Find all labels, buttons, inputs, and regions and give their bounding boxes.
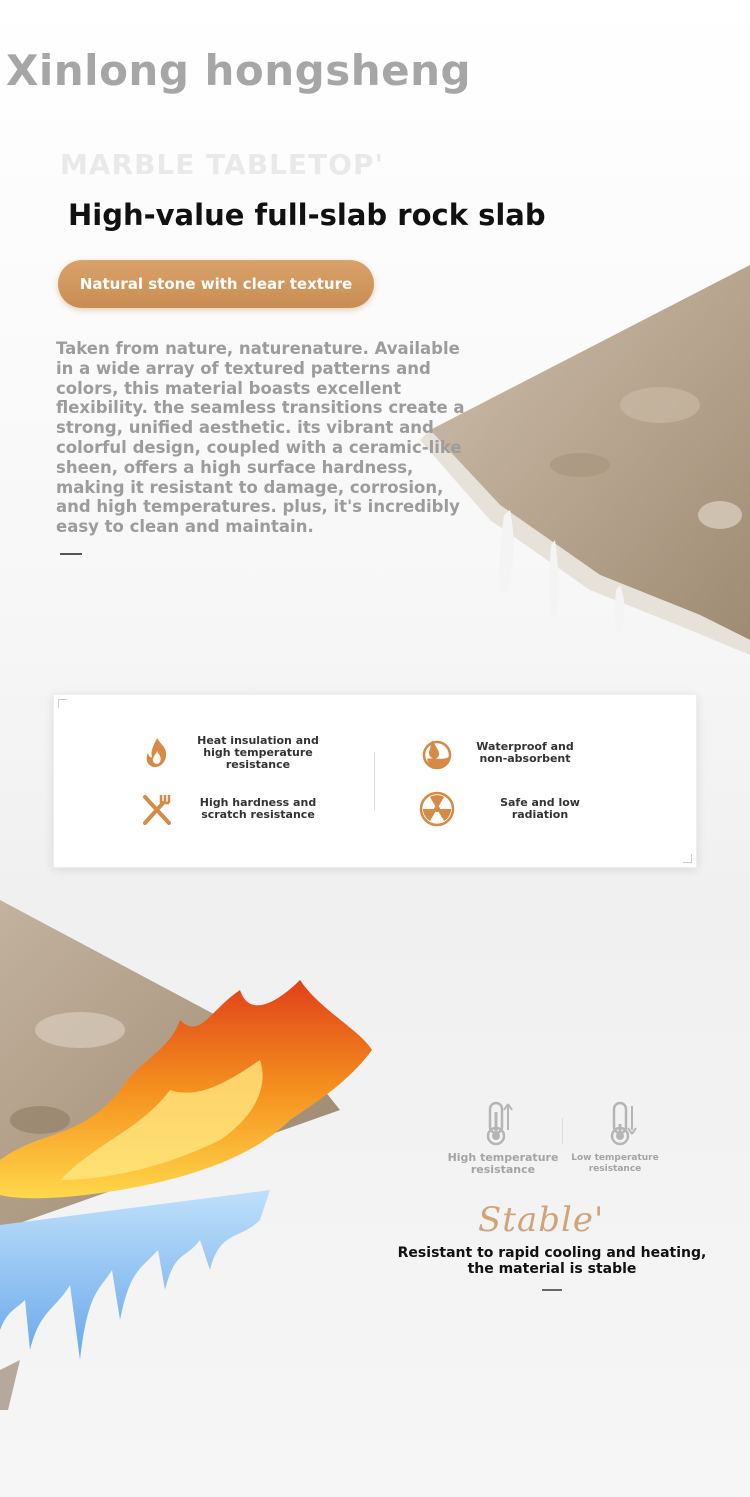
feature-heat — [138, 734, 326, 772]
water-drop-icon — [418, 734, 456, 772]
feature-heat-label: Heat insulation and high temperature resistance — [197, 734, 319, 771]
divider-dash — [60, 553, 82, 555]
high-temp-label: High temperature resistance — [447, 1151, 559, 1176]
description-paragraph: Taken from nature, naturenature. Available in a wide array of textured patterns and colors, this material boasts excellent flexibility. the seamless transitions create a strong, unified aesthetic. its vibrant and colorful design, coupled with a ceramic-like sheen, offers a high surface hardness, making it resistant to damage, corrosion, and high temperatures. plus, it's incredibly easy to clean and maintain. — [56, 339, 465, 537]
brand-title: Xinlong hongsheng — [6, 46, 472, 95]
feature-waterproof-label: Waterproof and non-absorbent — [476, 740, 574, 765]
feature-radiation — [418, 790, 610, 828]
feature-radiation-label: Safe and low radiation — [500, 796, 580, 821]
radiation-icon — [418, 790, 456, 828]
features-panel — [53, 694, 697, 868]
knife-fork-icon — [138, 790, 176, 828]
thermal-divider — [562, 1118, 563, 1144]
fire-ice-slab-image — [0, 890, 390, 1410]
stable-script-word: Stable' — [478, 1200, 605, 1240]
texture-pill-badge: Natural stone with clear texture — [58, 260, 374, 308]
bottom-divider-dash — [542, 1289, 562, 1291]
corner-mark — [683, 854, 692, 863]
features-divider — [374, 752, 375, 810]
flame-icon — [138, 734, 176, 772]
feature-waterproof — [418, 734, 580, 772]
feature-hardness-label: High hardness and scratch resistance — [199, 796, 317, 821]
low-temp-label: Low temperature resistance — [571, 1153, 659, 1174]
stable-description: Resistant to rapid cooling and heating, the material is stable — [397, 1245, 707, 1277]
thermometer-high-icon — [482, 1100, 520, 1150]
ghost-subtitle: MARBLE TABLETOP' — [60, 148, 385, 181]
corner-mark — [58, 699, 67, 708]
page-headline: High-value full-slab rock slab — [68, 198, 546, 232]
feature-hardness — [138, 790, 326, 828]
thermometer-low-icon — [606, 1100, 644, 1150]
